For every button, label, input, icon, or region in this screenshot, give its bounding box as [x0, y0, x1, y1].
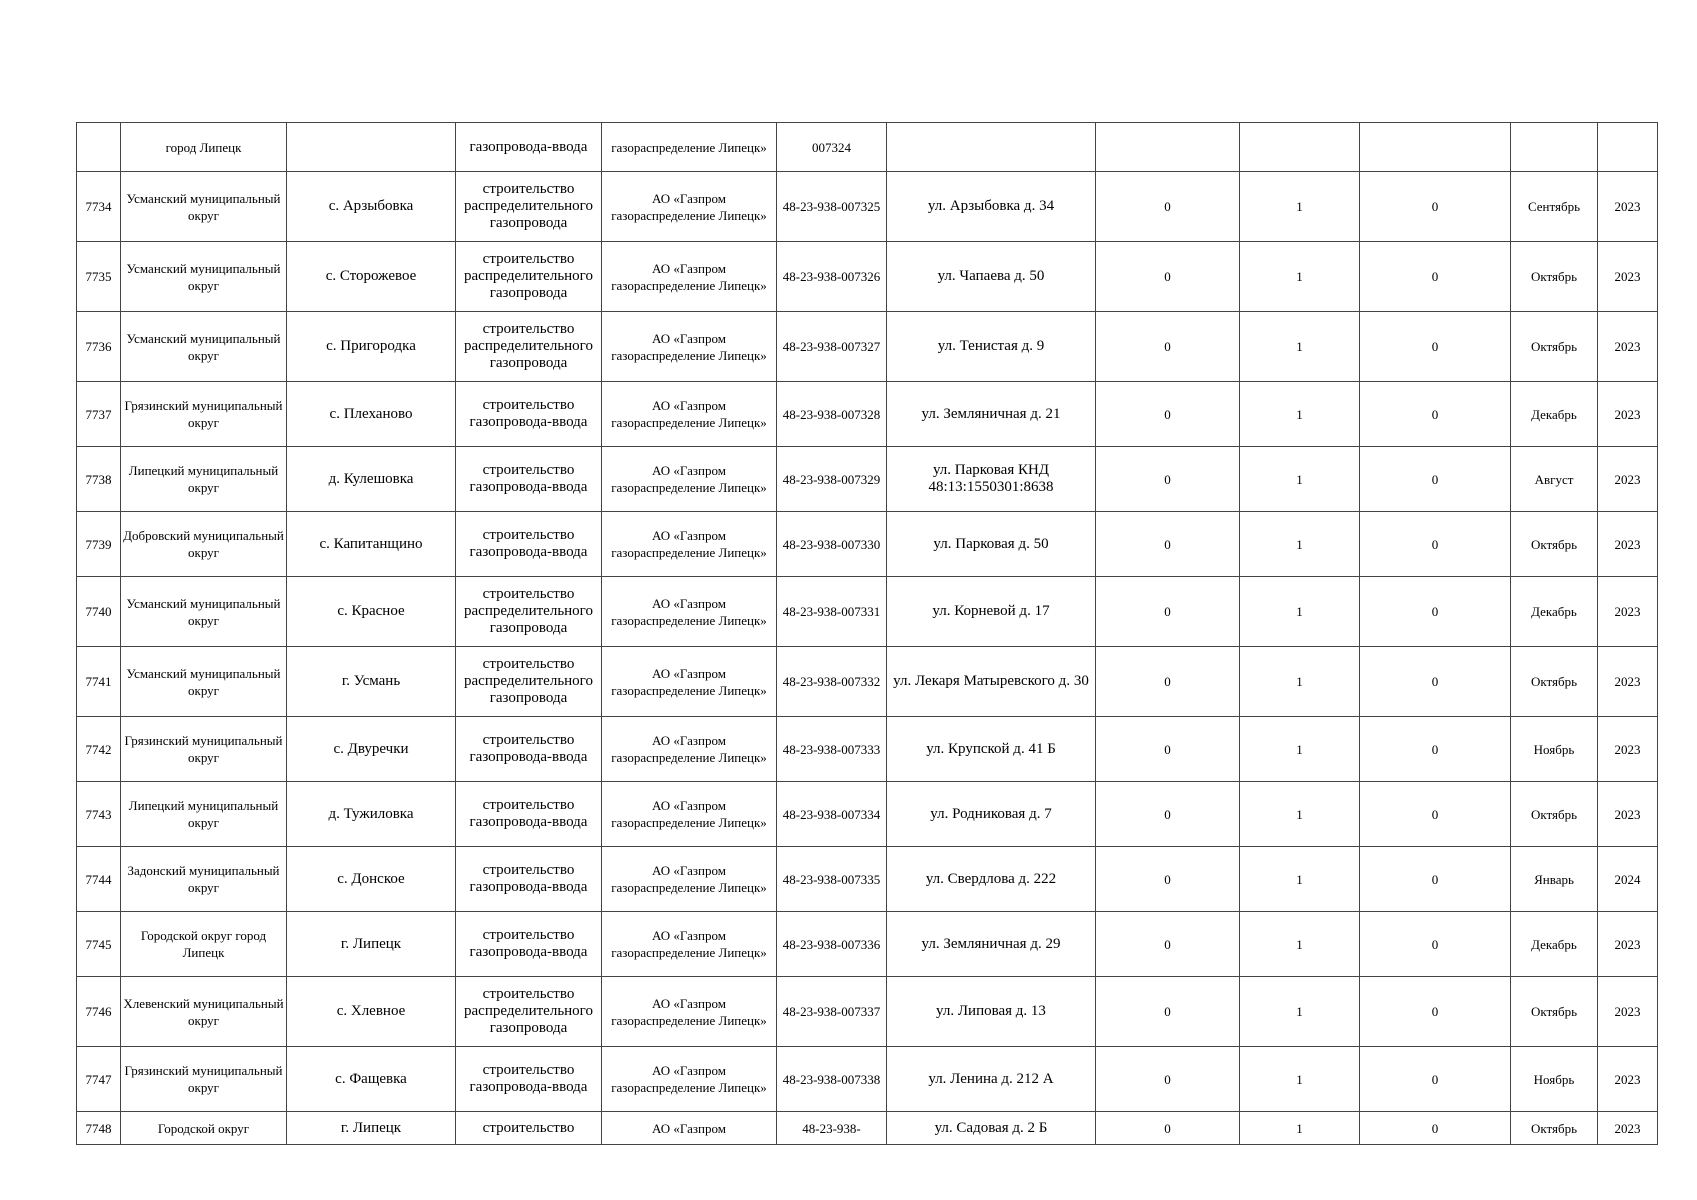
cell-code: 48-23-938-007327 [777, 312, 887, 382]
cell-org: газораспределение Липецк» [602, 123, 777, 172]
cell-settlement: с. Капитанщино [287, 512, 456, 577]
cell-address: ул. Крупской д. 41 Б [887, 717, 1096, 782]
cell-year: 2023 [1598, 512, 1658, 577]
cell-b [1240, 123, 1360, 172]
cell-org: АО «Газпром газораспределение Липецк» [602, 912, 777, 977]
cell-district: Хлевенский муниципальный округ [121, 977, 287, 1047]
cell-b: 1 [1240, 512, 1360, 577]
cell-org: АО «Газпром газораспределение Липецк» [602, 242, 777, 312]
cell-district: Усманский муниципальный округ [121, 312, 287, 382]
cell-work: строительство газопровода-ввода [456, 782, 602, 847]
table-row [77, 782, 1658, 847]
cell-district: Задонский муниципальный округ [121, 847, 287, 912]
cell-code: 48-23-938-007329 [777, 447, 887, 512]
cell-a: 0 [1096, 382, 1240, 447]
cell-num: 7738 [77, 447, 121, 512]
cell-year: 2023 [1598, 912, 1658, 977]
cell-work: строительство распределительного газопровода [456, 647, 602, 717]
cell-month: Декабрь [1511, 577, 1598, 647]
cell-org: АО «Газпром газораспределение Липецк» [602, 647, 777, 717]
cell-b: 1 [1240, 647, 1360, 717]
cell-num: 7744 [77, 847, 121, 912]
cell-settlement: с. Сторожевое [287, 242, 456, 312]
cell-num: 7746 [77, 977, 121, 1047]
cell-num: 7741 [77, 647, 121, 717]
cell-org: АО «Газпром газораспределение Липецк» [602, 172, 777, 242]
cell-code: 48-23-938-007336 [777, 912, 887, 977]
cell-month: Декабрь [1511, 912, 1598, 977]
table-row [77, 242, 1658, 312]
cell-address: ул. Родниковая д. 7 [887, 782, 1096, 847]
cell-address: ул. Парковая д. 50 [887, 512, 1096, 577]
cell-a [1096, 123, 1240, 172]
table-row [77, 1047, 1658, 1112]
cell-month: Октябрь [1511, 1112, 1598, 1145]
cell-b: 1 [1240, 977, 1360, 1047]
cell-year: 2023 [1598, 172, 1658, 242]
cell-work: строительство газопровода-ввода [456, 447, 602, 512]
cell-a: 0 [1096, 782, 1240, 847]
cell-district: Липецкий муниципальный округ [121, 447, 287, 512]
cell-c: 0 [1360, 382, 1511, 447]
cell-month: Октябрь [1511, 782, 1598, 847]
cell-settlement: с. Пригородка [287, 312, 456, 382]
cell-year: 2023 [1598, 1112, 1658, 1145]
cell-a: 0 [1096, 1047, 1240, 1112]
cell-code: 48-23-938-007326 [777, 242, 887, 312]
cell-district: Усманский муниципальный округ [121, 242, 287, 312]
cell-num: 7739 [77, 512, 121, 577]
table-row [77, 647, 1658, 717]
cell-district: Городской округ город Липецк [121, 912, 287, 977]
cell-c: 0 [1360, 782, 1511, 847]
cell-address: ул. Ленина д. 212 А [887, 1047, 1096, 1112]
cell-settlement: д. Тужиловка [287, 782, 456, 847]
cell-c [1360, 123, 1511, 172]
cell-district: Липецкий муниципальный округ [121, 782, 287, 847]
cell-code: 48-23-938- [777, 1112, 887, 1145]
cell-c: 0 [1360, 512, 1511, 577]
cell-a: 0 [1096, 912, 1240, 977]
cell-district: Добровский муниципальный округ [121, 512, 287, 577]
cell-month: Октябрь [1511, 977, 1598, 1047]
cell-a: 0 [1096, 717, 1240, 782]
cell-month: Октябрь [1511, 647, 1598, 717]
cell-num: 7737 [77, 382, 121, 447]
cell-settlement: г. Усмань [287, 647, 456, 717]
cell-b: 1 [1240, 717, 1360, 782]
cell-district: Грязинский муниципальный округ [121, 382, 287, 447]
cell-org: АО «Газпром газораспределение Липецк» [602, 717, 777, 782]
cell-district: Городской округ [121, 1112, 287, 1145]
cell-year: 2023 [1598, 1047, 1658, 1112]
cell-a: 0 [1096, 977, 1240, 1047]
cell-num: 7742 [77, 717, 121, 782]
cell-code: 48-23-938-007338 [777, 1047, 887, 1112]
cell-c: 0 [1360, 1112, 1511, 1145]
cell-num: 7734 [77, 172, 121, 242]
table-row [77, 512, 1658, 577]
cell-num: 7748 [77, 1112, 121, 1145]
cell-org: АО «Газпром газораспределение Липецк» [602, 382, 777, 447]
cell-month [1511, 123, 1598, 172]
cell-code: 48-23-938-007330 [777, 512, 887, 577]
cell-c: 0 [1360, 977, 1511, 1047]
cell-month: Октябрь [1511, 242, 1598, 312]
cell-year: 2024 [1598, 847, 1658, 912]
cell-code: 007324 [777, 123, 887, 172]
cell-work: строительство газопровода-ввода [456, 512, 602, 577]
cell-work: строительство распределительного газопровода [456, 577, 602, 647]
cell-a: 0 [1096, 242, 1240, 312]
cell-address: ул. Арзыбовка д. 34 [887, 172, 1096, 242]
table-row [77, 717, 1658, 782]
cell-a: 0 [1096, 647, 1240, 717]
cell-org: АО «Газпром газораспределение Липецк» [602, 847, 777, 912]
cell-work: строительство газопровода-ввода [456, 912, 602, 977]
table-row [77, 172, 1658, 242]
cell-c: 0 [1360, 1047, 1511, 1112]
cell-c: 0 [1360, 172, 1511, 242]
cell-year: 2023 [1598, 312, 1658, 382]
cell-b: 1 [1240, 912, 1360, 977]
cell-year: 2023 [1598, 717, 1658, 782]
cell-org: АО «Газпром газораспределение Липецк» [602, 577, 777, 647]
cell-month: Август [1511, 447, 1598, 512]
cell-c: 0 [1360, 647, 1511, 717]
cell-code: 48-23-938-007328 [777, 382, 887, 447]
cell-settlement: с. Плеханово [287, 382, 456, 447]
cell-c: 0 [1360, 312, 1511, 382]
cell-settlement: с. Донское [287, 847, 456, 912]
cell-settlement: г. Липецк [287, 912, 456, 977]
cell-address [887, 123, 1096, 172]
table-row-continued [77, 123, 1658, 172]
cell-district: Усманский муниципальный округ [121, 577, 287, 647]
table-row [77, 312, 1658, 382]
cell-month: Январь [1511, 847, 1598, 912]
cell-code: 48-23-938-007332 [777, 647, 887, 717]
cell-num: 7745 [77, 912, 121, 977]
cell-c: 0 [1360, 577, 1511, 647]
cell-address: ул. Свердлова д. 222 [887, 847, 1096, 912]
data-table [76, 122, 1658, 1145]
table-row [77, 577, 1658, 647]
cell-month: Декабрь [1511, 382, 1598, 447]
cell-org: АО «Газпром газораспределение Липецк» [602, 447, 777, 512]
cell-a: 0 [1096, 1112, 1240, 1145]
cell-work: строительство газопровода-ввода [456, 1047, 602, 1112]
table-row [77, 1112, 1658, 1145]
cell-year: 2023 [1598, 382, 1658, 447]
table-row [77, 977, 1658, 1047]
cell-b: 1 [1240, 447, 1360, 512]
table-row [77, 447, 1658, 512]
cell-c: 0 [1360, 242, 1511, 312]
cell-work: газопровода-ввода [456, 123, 602, 172]
cell-a: 0 [1096, 172, 1240, 242]
cell-code: 48-23-938-007325 [777, 172, 887, 242]
cell-settlement: с. Арзыбовка [287, 172, 456, 242]
cell-b: 1 [1240, 1047, 1360, 1112]
cell-district: Усманский муниципальный округ [121, 172, 287, 242]
cell-num: 7743 [77, 782, 121, 847]
cell-b: 1 [1240, 782, 1360, 847]
cell-org: АО «Газпром газораспределение Липецк» [602, 782, 777, 847]
cell-num [77, 123, 121, 172]
cell-c: 0 [1360, 717, 1511, 782]
cell-address: ул. Садовая д. 2 Б [887, 1112, 1096, 1145]
cell-address: ул. Земляничная д. 21 [887, 382, 1096, 447]
cell-address: ул. Лекаря Матыревского д. 30 [887, 647, 1096, 717]
cell-district: Усманский муниципальный округ [121, 647, 287, 717]
cell-district: Грязинский муниципальный округ [121, 1047, 287, 1112]
cell-b: 1 [1240, 577, 1360, 647]
cell-year: 2023 [1598, 577, 1658, 647]
cell-org: АО «Газпром газораспределение Липецк» [602, 977, 777, 1047]
cell-work: строительство [456, 1112, 602, 1145]
cell-b: 1 [1240, 1112, 1360, 1145]
cell-a: 0 [1096, 847, 1240, 912]
cell-code: 48-23-938-007335 [777, 847, 887, 912]
cell-month: Сентябрь [1511, 172, 1598, 242]
cell-year: 2023 [1598, 782, 1658, 847]
cell-settlement [287, 123, 456, 172]
cell-settlement: д. Кулешовка [287, 447, 456, 512]
cell-org: АО «Газпром газораспределение Липецк» [602, 1047, 777, 1112]
cell-a: 0 [1096, 577, 1240, 647]
cell-settlement: г. Липецк [287, 1112, 456, 1145]
cell-org: АО «Газпром газораспределение Липецк» [602, 512, 777, 577]
cell-settlement: с. Красное [287, 577, 456, 647]
cell-work: строительство газопровода-ввода [456, 382, 602, 447]
cell-address: ул. Липовая д. 13 [887, 977, 1096, 1047]
cell-address: ул. Корневой д. 17 [887, 577, 1096, 647]
cell-address: ул. Тенистая д. 9 [887, 312, 1096, 382]
cell-work: строительство газопровода-ввода [456, 717, 602, 782]
cell-org: АО «Газпром газораспределение Липецк» [602, 312, 777, 382]
cell-year: 2023 [1598, 977, 1658, 1047]
cell-year: 2023 [1598, 447, 1658, 512]
cell-num: 7735 [77, 242, 121, 312]
cell-c: 0 [1360, 847, 1511, 912]
cell-work: строительство распределительного газопровода [456, 977, 602, 1047]
cell-org: АО «Газпром [602, 1112, 777, 1145]
cell-settlement: с. Хлевное [287, 977, 456, 1047]
cell-a: 0 [1096, 512, 1240, 577]
cell-code: 48-23-938-007331 [777, 577, 887, 647]
cell-b: 1 [1240, 172, 1360, 242]
cell-month: Октябрь [1511, 512, 1598, 577]
cell-b: 1 [1240, 382, 1360, 447]
table-row [77, 382, 1658, 447]
cell-a: 0 [1096, 312, 1240, 382]
cell-address: ул. Земляничная д. 29 [887, 912, 1096, 977]
cell-address: ул. Чапаева д. 50 [887, 242, 1096, 312]
cell-code: 48-23-938-007333 [777, 717, 887, 782]
cell-num: 7736 [77, 312, 121, 382]
cell-month: Октябрь [1511, 312, 1598, 382]
cell-b: 1 [1240, 312, 1360, 382]
cell-b: 1 [1240, 242, 1360, 312]
cell-code: 48-23-938-007334 [777, 782, 887, 847]
table-row [77, 912, 1658, 977]
table-row [77, 847, 1658, 912]
cell-b: 1 [1240, 847, 1360, 912]
cell-month: Ноябрь [1511, 717, 1598, 782]
cell-num: 7747 [77, 1047, 121, 1112]
cell-c: 0 [1360, 447, 1511, 512]
cell-settlement: с. Двуречки [287, 717, 456, 782]
cell-num: 7740 [77, 577, 121, 647]
cell-month: Ноябрь [1511, 1047, 1598, 1112]
cell-code: 48-23-938-007337 [777, 977, 887, 1047]
cell-year: 2023 [1598, 647, 1658, 717]
cell-work: строительство распределительного газопровода [456, 172, 602, 242]
cell-work: строительство распределительного газопровода [456, 312, 602, 382]
cell-district: Грязинский муниципальный округ [121, 717, 287, 782]
cell-district: город Липецк [121, 123, 287, 172]
cell-address: ул. Парковая КНД 48:13:1550301:8638 [887, 447, 1096, 512]
cell-work: строительство газопровода-ввода [456, 847, 602, 912]
cell-year [1598, 123, 1658, 172]
cell-work: строительство распределительного газопровода [456, 242, 602, 312]
cell-year: 2023 [1598, 242, 1658, 312]
cell-settlement: с. Фащевка [287, 1047, 456, 1112]
cell-a: 0 [1096, 447, 1240, 512]
cell-c: 0 [1360, 912, 1511, 977]
